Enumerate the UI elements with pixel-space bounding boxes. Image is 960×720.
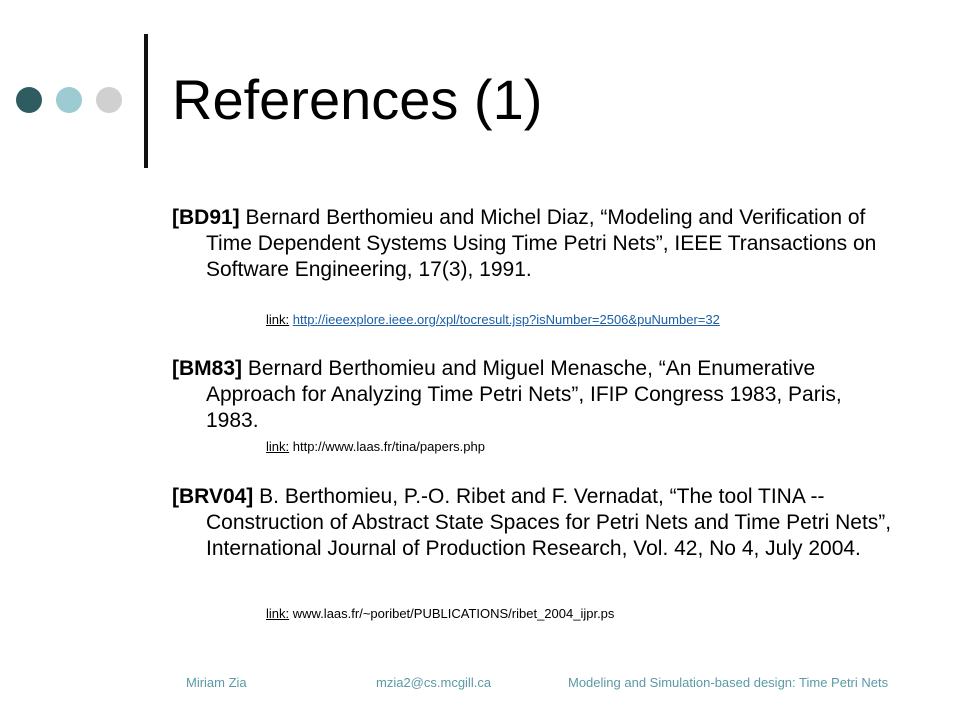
link-label: link: — [266, 606, 290, 621]
reference-link-line — [266, 312, 720, 328]
decor-dot-dark — [16, 87, 42, 113]
reference-brv04 — [172, 484, 896, 562]
link-label: link: — [266, 439, 290, 454]
reference-url-text: http://www.laas.fr/tina/papers.php — [292, 439, 485, 454]
reference-text: B. Berthomieu, P.-O. Ribet and F. Vernadat, “The tool TINA -- Construction of Abstract State Spaces for Petri Nets and Time Petri Nets”, International Journal of Production Research, Vol. 42, No 4, July 2004. — [206, 485, 892, 560]
reference-key: [BRV04] — [172, 485, 254, 508]
reference-link-line — [266, 606, 614, 622]
reference-url-text: www.laas.fr/~poribet/PUBLICATIONS/ribet_2004_ijpr.ps — [292, 606, 615, 621]
footer-email: mzia2@cs.mcgill.ca — [376, 675, 492, 690]
reference-link[interactable]: http://ieeexplore.ieee.org/xpl/tocresult.jsp?isNumber=2506&puNumber=32 — [292, 312, 720, 327]
footer-author: Miriam Zia — [186, 675, 247, 690]
reference-key: [BD91] — [172, 206, 240, 229]
slide-title: References (1) — [172, 68, 543, 131]
reference-link-line — [266, 439, 485, 455]
reference-text: Bernard Berthomieu and Miguel Menasche, “An Enumerative Approach for Analyzing Time Petri Nets”, IFIP Congress 1983, Paris, 1983. — [206, 357, 842, 432]
decor-dot-grey — [96, 87, 122, 113]
reference-text: Bernard Berthomieu and Michel Diaz, “Modeling and Verification of Time Dependent Systems Using Time Petri Nets”, IEEE Transactions on Software Engineering, 17(3), 1991. — [206, 206, 877, 281]
reference-key: [BM83] — [172, 357, 243, 380]
title-divider-bar — [144, 34, 148, 168]
footer-course: Modeling and Simulation-based design: Time Petri Nets — [568, 675, 889, 690]
link-label: link: — [266, 312, 290, 327]
reference-bd91 — [172, 205, 896, 283]
reference-bm83 — [172, 356, 896, 434]
decor-dot-light — [56, 87, 82, 113]
